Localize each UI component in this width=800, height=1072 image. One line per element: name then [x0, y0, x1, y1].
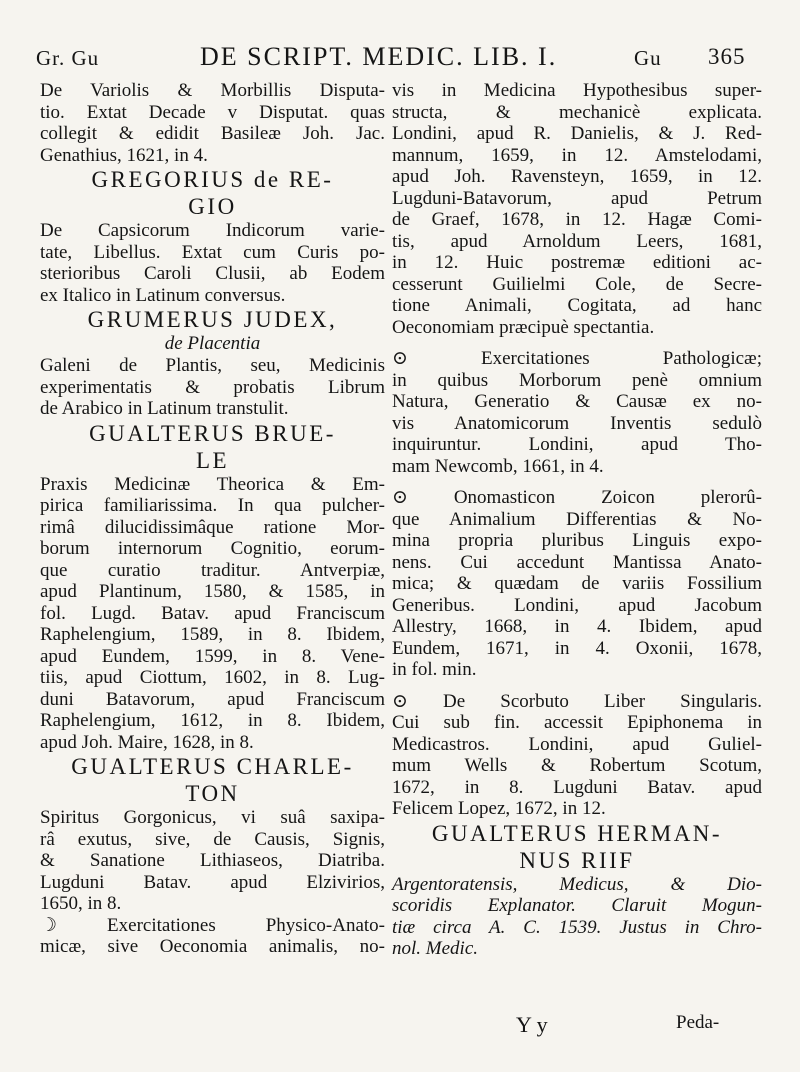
text-line: Genathius, 1621, in 4.: [40, 144, 208, 166]
text-line: Allestry, 1668, in 4. Ibidem, apud: [392, 616, 762, 637]
text-line: 1650, in 8.: [40, 893, 122, 914]
author-heading: GREGORIUS de RE-: [91, 167, 334, 192]
author-heading: GUALTERUS CHARLE-: [71, 754, 354, 779]
italic-text-line: Argentoratensis, Medicus, & Dio-: [392, 873, 762, 895]
text-line: micæ, sive Oeconomia animalis, no-: [40, 936, 385, 957]
text-line: pirica familiarissima. In qua pulcher-: [40, 495, 385, 516]
text-line: vis Anatomicorum Inventis sedulò: [392, 412, 762, 434]
text-line: apud Plantinum, 1580, & 1585, in: [40, 581, 385, 602]
text-line: ex Italico in Latinum conversus.: [40, 284, 286, 306]
text-line: in 12. Huic postremæ editioni ac-: [392, 252, 762, 273]
text-line: de Arabico in Latinum transtulit.: [40, 398, 289, 419]
text-line: ☽ Exercitationes Physico-Anato-: [40, 914, 385, 936]
text-line: mannum, 1659, in 12. Amstelodami,: [392, 144, 762, 166]
text-line: mam Newcomb, 1661, in 4.: [392, 455, 604, 477]
text-line: Medicastros. Londini, apud Guliel-: [392, 733, 762, 755]
text-line: rimâ dilucidissimâque ratione Mor-: [40, 516, 385, 538]
text-line: Cui sub fin. accessit Epiphonema in: [392, 712, 762, 733]
text-line: que Animalium Differentias & No-: [392, 508, 762, 530]
text-line: fol. Lugd. Batav. apud Franciscum: [40, 602, 385, 624]
text-line: experimentatis & probatis Librum: [40, 376, 385, 398]
text-line: 1672, in 8. Lugduni Batav. apud: [392, 776, 762, 798]
italic-text-line: nol. Medic.: [392, 938, 479, 959]
paragraph-gap: [392, 681, 762, 691]
text-line: que curatio traditur. Antverpiæ,: [40, 559, 385, 581]
text-line: Oeconomiam præcipuè spectantia.: [392, 316, 655, 338]
text-line: mica; & quædam de variis Fossilium: [392, 573, 762, 594]
text-line: ⊙ Exercitationes Pathologicæ;: [392, 348, 762, 369]
text-line: Lugduni-Batavorum, apud Petrum: [392, 187, 762, 209]
catchword: Peda-: [676, 1012, 720, 1033]
text-line: vis in Medicina Hypothesibus super-: [392, 80, 762, 101]
signature-mark: Y y: [516, 1012, 548, 1037]
text-line: nens. Cui accedunt Mantissa Anato-: [392, 551, 762, 573]
text-line: Raphelengium, 1612, in 8. Ibidem,: [40, 710, 385, 731]
header-right-letters: Gu: [634, 46, 662, 70]
page-number: 365: [708, 44, 746, 69]
text-line: borum internorum Cognitio, eorum-: [40, 538, 385, 559]
text-line: Generibus. Londini, apud Jacobum: [392, 594, 762, 616]
text-line: tione Animali, Cogitata, ad hanc: [392, 295, 762, 316]
text-line: in fol. min.: [392, 659, 477, 680]
author-heading: NUS RIIF: [519, 847, 635, 873]
author-heading: GUALTERUS BRUE-: [89, 420, 336, 446]
text-line: Galeni de Plantis, seu, Medicinis: [40, 355, 385, 376]
left-column: [40, 80, 385, 958]
text-line: inquiruntur. Londini, apud Tho-: [392, 434, 762, 455]
text-line: tiis, apud Ciottum, 1602, in 8. Lug-: [40, 667, 385, 688]
paragraph-gap: [392, 338, 762, 348]
header-left-letters: Gr. Gu: [36, 46, 100, 70]
author-heading: GUALTERUS HERMAN-: [431, 820, 723, 846]
text-line: Felicem Lopez, 1672, in 12.: [392, 798, 606, 819]
text-line: cesserunt Guilielmi Cole, de Secre-: [392, 273, 762, 295]
text-line: apud Joh. Ravensteyn, 1659, in 12.: [392, 166, 762, 187]
text-line: Spiritus Gorgonicus, vi suâ saxipa-: [40, 807, 385, 828]
text-line: & Sanatione Lithiaseos, Diatriba.: [40, 850, 385, 871]
text-line: sterioribus Caroli Clusii, ab Eodem: [40, 263, 385, 284]
text-line: structa, & mechanicè explicata.: [392, 101, 762, 123]
paragraph-gap: [392, 477, 762, 487]
text-line: tio. Extat Decade v Disputat. quas: [40, 101, 385, 123]
text-line: Londini, apud R. Danielis, & J. Red-: [392, 123, 762, 144]
author-heading: GRUMERUS JUDEX,: [87, 307, 338, 332]
italic-text-line: scoridis Explanator. Claruit Mogun-: [392, 895, 762, 916]
text-line: collegit & edidit Basileæ Joh. Jac.: [40, 123, 385, 144]
text-line: Natura, Generatio & Causæ ex no-: [392, 391, 762, 412]
text-line: De Capsicorum Indicorum varie-: [40, 220, 385, 241]
author-heading: LE: [195, 447, 230, 473]
author-subheading: de Placentia: [164, 333, 261, 354]
text-line: Praxis Medicinæ Theorica & Em-: [40, 473, 385, 495]
text-line: tis, apud Arnoldum Leers, 1681,: [392, 230, 762, 252]
text-line: Raphelengium, 1589, in 8. Ibidem,: [40, 624, 385, 645]
text-line: in quibus Morborum penè omnium: [392, 369, 762, 391]
italic-text-line: tiæ circa A. C. 1539. Justus in Chro-: [392, 916, 762, 938]
text-line: ⊙ De Scorbuto Liber Singularis.: [392, 690, 762, 712]
right-column: [392, 80, 762, 960]
running-header: [36, 40, 764, 76]
text-line: apud Joh. Maire, 1628, in 8.: [40, 731, 254, 753]
text-line: mum Wells & Robertum Scotum,: [392, 755, 762, 776]
author-heading: GIO: [188, 194, 237, 219]
text-line: râ exutus, sive, de Causis, Signis,: [40, 828, 385, 850]
text-line: Lugduni Batav. apud Elzivirios,: [40, 871, 385, 893]
header-title: DE SCRIPT. MEDIC. LIB. I.: [200, 42, 558, 71]
text-line: De Variolis & Morbillis Disputa-: [40, 80, 385, 101]
text-line: mina propria pluribus Linguis expo-: [392, 530, 762, 551]
author-heading: TON: [185, 781, 240, 806]
text-line: apud Eundem, 1599, in 8. Vene-: [40, 645, 385, 667]
text-line: Eundem, 1671, in 4. Oxonii, 1678,: [392, 637, 762, 659]
text-line: de Graef, 1678, in 12. Hagæ Comi-: [392, 209, 762, 230]
text-line: duni Batavorum, apud Franciscum: [40, 688, 385, 710]
text-line: ⊙ Onomasticon Zoicon plerorû-: [392, 487, 762, 508]
text-line: tate, Libellus. Extat cum Curis po-: [40, 241, 385, 263]
